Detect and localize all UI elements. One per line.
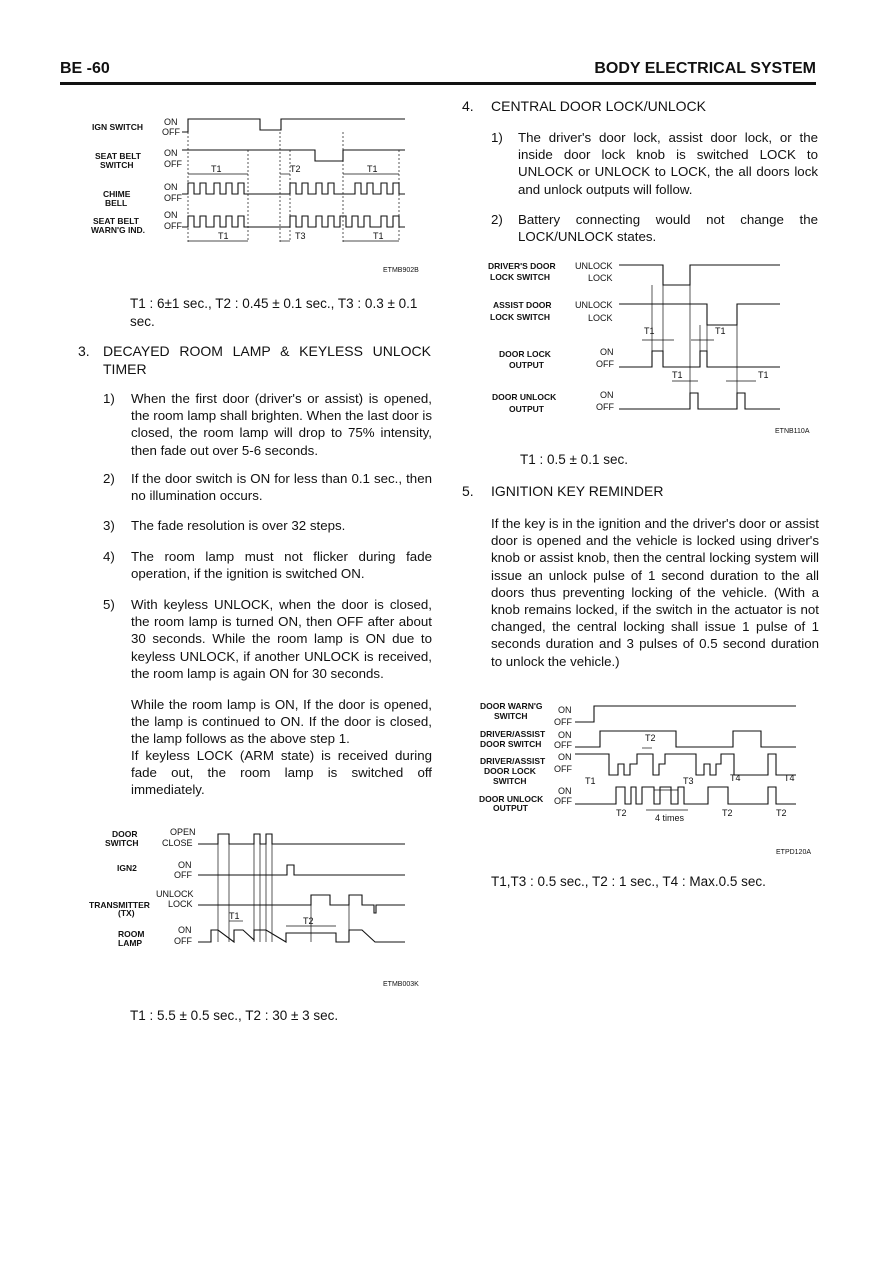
svg-text:DRIVER/ASSIST: DRIVER/ASSIST — [480, 756, 546, 766]
section-5-title: IGNITION KEY REMINDER — [491, 483, 664, 499]
svg-text:DOOR WARN'G: DOOR WARN'G — [480, 701, 543, 711]
section-3-item-3: The fade resolution is over 32 steps. — [131, 518, 346, 533]
room-lamp-timing-diagram — [85, 825, 410, 955]
svg-text:OPEN: OPEN — [170, 827, 196, 837]
svg-text:T2: T2 — [776, 808, 787, 818]
svg-text:DOOR SWITCH: DOOR SWITCH — [480, 739, 542, 749]
svg-text:DRIVER/ASSIST: DRIVER/ASSIST — [480, 729, 546, 739]
svg-text:DRIVER'S DOOR: DRIVER'S DOOR — [488, 261, 556, 271]
section-4-item-2: Battery connecting would not change the LOCK/UNLOCK states. — [518, 212, 818, 245]
svg-text:T1: T1 — [373, 231, 384, 241]
svg-text:ASSIST DOOR: ASSIST DOOR — [493, 300, 552, 310]
svg-text:SWITCH: SWITCH — [494, 711, 528, 721]
svg-text:OFF: OFF — [174, 936, 192, 946]
section-header: BODY ELECTRICAL SYSTEM — [594, 60, 816, 77]
section-3-title: DECAYED ROOM LAMP & KEYLESS UNLOCK — [103, 343, 431, 359]
key-reminder-timing-diagram — [478, 700, 798, 830]
svg-text:OFF: OFF — [596, 359, 614, 369]
label-warn-ind: WARN'G IND. — [91, 225, 145, 235]
section-3-item-2: If the door switch is ON for less than 0.1 sec., then no illumination occurs. — [131, 471, 432, 504]
svg-text:LOCK SWITCH: LOCK SWITCH — [490, 312, 550, 322]
svg-text:LOCK SWITCH: LOCK SWITCH — [490, 272, 550, 282]
svg-text:T1: T1 — [715, 326, 726, 336]
svg-text:ON: ON — [558, 786, 572, 796]
svg-text:T1: T1 — [672, 370, 683, 380]
fig5-code: ETPD120A — [776, 849, 812, 856]
svg-text:T1: T1 — [758, 370, 769, 380]
fig1-code: ETMB902B — [383, 267, 419, 274]
svg-text:ON: ON — [164, 210, 178, 220]
svg-text:LOCK: LOCK — [588, 273, 613, 283]
svg-text:OFF: OFF — [554, 717, 572, 727]
section-4-title: CENTRAL DOOR LOCK/UNLOCK — [491, 98, 706, 114]
svg-text:SWITCH: SWITCH — [105, 838, 139, 848]
section-3-item-4: The room lamp must not flicker during fade operation, if the ignition is switched ON. — [131, 549, 432, 582]
page-number: BE -60 — [60, 60, 110, 77]
svg-text:UNLOCK: UNLOCK — [575, 261, 613, 271]
svg-text:ON: ON — [558, 730, 572, 740]
svg-text:ON: ON — [164, 182, 178, 192]
svg-text:OFF: OFF — [554, 740, 572, 750]
fig4-code: ETNB110A — [775, 428, 810, 435]
svg-text:ON: ON — [558, 705, 572, 715]
fig3-code: ETMB003K — [383, 981, 419, 988]
svg-text:TRANSMITTER: TRANSMITTER — [89, 900, 150, 910]
svg-text:T2: T2 — [303, 916, 314, 926]
fig3-caption: T1 : 5.5 ± 0.5 sec., T2 : 30 ± 3 sec. — [130, 1008, 339, 1023]
svg-text:LOCK: LOCK — [588, 313, 613, 323]
fig4-caption: T1 : 0.5 ± 0.1 sec. — [520, 452, 628, 467]
label-bell: BELL — [105, 198, 128, 208]
svg-text:ON: ON — [558, 752, 572, 762]
svg-text:DOOR LOCK: DOOR LOCK — [484, 766, 536, 776]
svg-text:ON: ON — [178, 925, 192, 935]
svg-text:IGN2: IGN2 — [117, 863, 137, 873]
label-seat-belt-switch: SWITCH — [100, 160, 134, 170]
section-3-title-cont: TIMER — [103, 361, 147, 377]
svg-text:T1: T1 — [218, 231, 229, 241]
svg-text:OUTPUT: OUTPUT — [509, 404, 544, 414]
fig1-caption: T1 : 6±1 sec., T2 : 0.45 ± 0.1 sec., T3 : 0.3 ± 0.1 — [130, 296, 418, 311]
fig5-caption: T1,T3 : 0.5 sec., T2 : 1 sec., T4 : Max.0.5 sec. — [491, 874, 766, 889]
header-rule — [60, 82, 816, 85]
section-3-item-1: When the first door (driver's or assist) is opened, the room lamp shall brighten. When the last door is closed, the room lamp will drop to 75% intensity, then fade out over 5-6 seconds. — [131, 391, 432, 458]
svg-text:ON: ON — [600, 390, 614, 400]
svg-text:DOOR UNLOCK: DOOR UNLOCK — [492, 392, 557, 402]
svg-text:OFF: OFF — [164, 221, 182, 231]
svg-text:OFF: OFF — [554, 764, 572, 774]
door-lock-timing-diagram — [488, 257, 788, 427]
svg-text:ON: ON — [164, 148, 178, 158]
section-5-body: If the key is in the ignition and the driver's door or assist door is opened and the vehicle is locked using driver's knob or assist knob, then the central locking system will issue an unlock pulse of 1 second duration to the all doors thus preventing locking of the vehicle. (With a knob remains locked, if the switch in the actuator is not changed, the central locking shall issue 1 pulse of 1 seconds duration and 3 pulses of 0.5 second duration to unlock the vehicle.) — [491, 516, 819, 669]
svg-text:OUTPUT: OUTPUT — [493, 803, 528, 813]
svg-text:4 times: 4 times — [655, 813, 685, 823]
svg-text:CLOSE: CLOSE — [162, 838, 193, 848]
section-5-number: 5. — [462, 483, 474, 499]
svg-text:SWITCH: SWITCH — [493, 776, 527, 786]
svg-text:ON: ON — [600, 347, 614, 357]
seat-belt-timing-diagram — [85, 110, 425, 270]
svg-text:T3: T3 — [295, 231, 306, 241]
section-3-extra-1: While the room lamp is ON, If the door is opened, the lamp is continued to ON. If the door is closed, the lamp follows as the above step 1. — [131, 697, 432, 747]
svg-text:T2: T2 — [645, 733, 656, 743]
section-3-item-5: With keyless UNLOCK, when the door is closed, the room lamp is turned ON, then OFF after about 30 seconds. While the room lamp is ON due to keyless UNLOCK, if another UNLOCK is received, the room lamp is again ON for 30 seconds. — [131, 597, 432, 681]
svg-text:T4: T4 — [730, 773, 741, 783]
svg-text:OFF: OFF — [596, 402, 614, 412]
section-3-number: 3. — [78, 343, 90, 359]
svg-text:T1: T1 — [229, 911, 240, 921]
svg-text:OUTPUT: OUTPUT — [509, 360, 544, 370]
label-seat-belt: SEAT BELT — [95, 151, 141, 161]
svg-text:T4: T4 — [784, 773, 795, 783]
svg-text:DOOR UNLOCK: DOOR UNLOCK — [479, 794, 544, 804]
svg-text:(TX): (TX) — [118, 908, 135, 918]
label-seat-belt-2: SEAT BELT — [93, 216, 139, 226]
svg-text:DOOR: DOOR — [112, 829, 138, 839]
svg-text:ROOM: ROOM — [118, 929, 145, 939]
svg-text:UNLOCK: UNLOCK — [575, 300, 613, 310]
label-ign-switch: IGN SWITCH — [92, 122, 143, 132]
svg-text:LOCK: LOCK — [168, 899, 193, 909]
svg-text:T3: T3 — [683, 776, 694, 786]
svg-text:T1: T1 — [644, 326, 655, 336]
label-chime: CHIME — [103, 189, 131, 199]
section-4-number: 4. — [462, 98, 474, 114]
svg-text:T2: T2 — [290, 164, 301, 174]
section-3-extra-2: If keyless LOCK (ARM state) is received during fade out, the room lamp is switched off immediately. — [131, 748, 432, 798]
section-4-item-1: The driver's door lock, assist door lock, or the inside door lock knob is switched LOCK to UNLOCK or UNLOCK to LOCK, the all doors lock and unlock outputs will follow. — [518, 130, 818, 197]
svg-text:OFF: OFF — [162, 127, 180, 137]
fig1-caption-cont: sec. — [130, 314, 155, 329]
svg-text:ON: ON — [178, 860, 192, 870]
svg-text:T1: T1 — [367, 164, 378, 174]
svg-text:UNLOCK: UNLOCK — [156, 889, 194, 899]
svg-text:ON: ON — [164, 117, 178, 127]
svg-text:LAMP: LAMP — [118, 938, 143, 948]
svg-text:OFF: OFF — [174, 870, 192, 880]
svg-text:T2: T2 — [616, 808, 627, 818]
svg-text:DOOR LOCK: DOOR LOCK — [499, 349, 551, 359]
svg-text:T1: T1 — [585, 776, 596, 786]
svg-text:OFF: OFF — [164, 193, 182, 203]
svg-text:OFF: OFF — [164, 159, 182, 169]
svg-text:OFF: OFF — [554, 796, 572, 806]
svg-text:T1: T1 — [211, 164, 222, 174]
svg-text:T2: T2 — [722, 808, 733, 818]
